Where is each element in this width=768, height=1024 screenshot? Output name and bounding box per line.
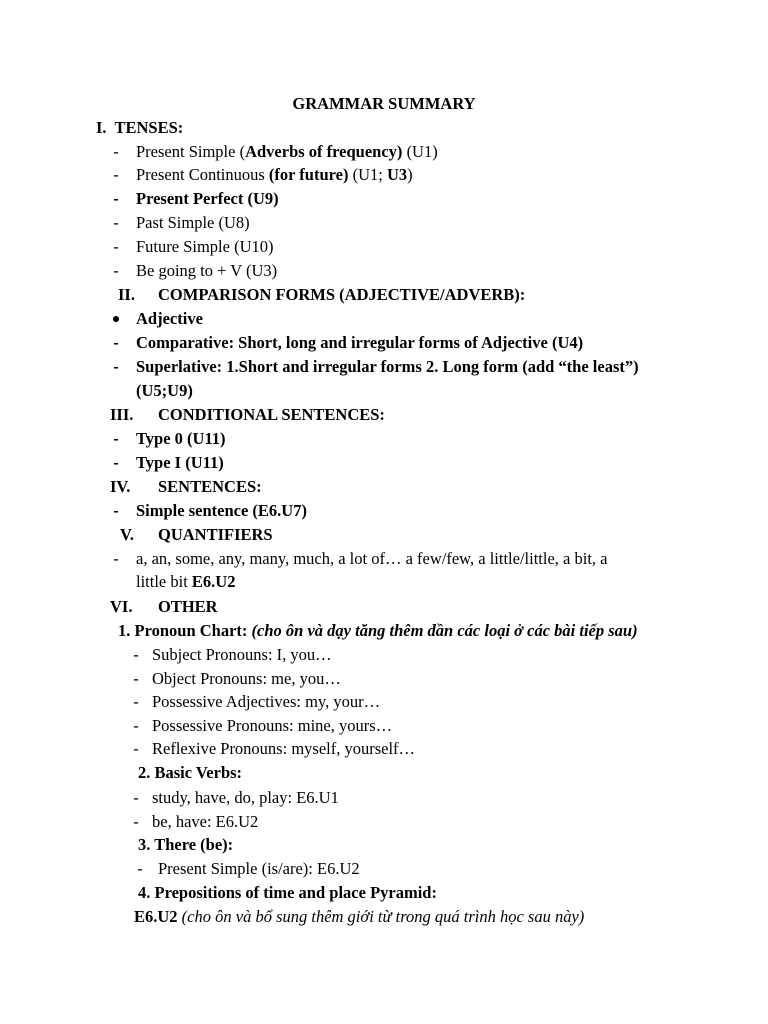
item-continuation bbox=[136, 570, 235, 594]
dash-marker: - bbox=[113, 261, 119, 280]
item-text: Type I (U11) bbox=[136, 453, 224, 472]
item-text: Simple sentence (E6.U7) bbox=[136, 501, 307, 520]
section-1-heading bbox=[96, 116, 183, 140]
dash-marker: - bbox=[133, 669, 139, 688]
item-ref: (U1; bbox=[348, 165, 387, 184]
dash-marker: - bbox=[113, 549, 119, 568]
section-title: TENSES: bbox=[114, 118, 184, 137]
item-text: Subject Pronouns: I, you… bbox=[152, 645, 332, 664]
bullet-icon bbox=[113, 316, 119, 322]
item-text: a, an, some, any, many, much, a lot of… a few/few, a little/little, a bit, a bbox=[136, 549, 608, 568]
dash-marker: - bbox=[113, 165, 119, 184]
item-text: Possessive Pronouns: mine, yours… bbox=[152, 716, 393, 735]
item-text: Superlative: 1.Short and irregular forms 2. Long form (add “the least”) bbox=[136, 357, 639, 376]
section-title: SENTENCES: bbox=[158, 477, 262, 496]
subsection-prepositions-note bbox=[134, 905, 584, 929]
item-text: Object Pronouns: me, you… bbox=[152, 669, 341, 688]
section-title: OTHER bbox=[158, 597, 218, 616]
item-text: be, have: E6.U2 bbox=[152, 812, 259, 831]
item-text: Present Simple (is/are): E6.U2 bbox=[158, 859, 360, 878]
dash-marker: - bbox=[113, 333, 119, 352]
section-number: II. bbox=[118, 285, 135, 304]
dash-marker: - bbox=[113, 501, 119, 520]
dash-marker: - bbox=[113, 453, 119, 472]
dash-marker: - bbox=[133, 812, 139, 831]
subsection-note: (cho ôn và dạy tăng thêm dần các loại ở các bài tiếp sau) bbox=[247, 621, 638, 640]
item-ref-close: ) bbox=[407, 165, 413, 184]
subsection-there-be: 3. There (be): bbox=[138, 835, 234, 854]
subsection-basic-verbs: 2. Basic Verbs: bbox=[138, 763, 243, 782]
item-continuation: (U5;U9) bbox=[136, 381, 193, 400]
dash-marker: - bbox=[113, 237, 119, 256]
dash-marker: - bbox=[113, 142, 119, 161]
item-text: Present Continuous bbox=[136, 165, 269, 184]
dash-marker: - bbox=[133, 788, 139, 807]
dash-marker: - bbox=[133, 692, 139, 711]
item-text: Be going to + V (U3) bbox=[136, 261, 278, 280]
item-text: Future Simple (U10) bbox=[136, 237, 274, 256]
subsection-title: 1. Pronoun Chart: bbox=[118, 621, 248, 640]
item-note: (cho ôn và bổ sung thêm giới từ trong quá trình học sau này) bbox=[177, 907, 585, 926]
dash-marker: - bbox=[113, 429, 119, 448]
item-text: Present Simple ( bbox=[136, 142, 246, 161]
section-number: V. bbox=[120, 525, 134, 544]
section-title: CONDITIONAL SENTENCES: bbox=[158, 405, 385, 424]
dash-marker: - bbox=[133, 716, 139, 735]
item-ref: E6.U2 bbox=[134, 907, 178, 926]
item-text: Comparative: Short, long and irregular forms of Adjective (U4) bbox=[136, 333, 584, 352]
item-text: Past Simple (U8) bbox=[136, 213, 250, 232]
item-ref-bold: U3 bbox=[387, 165, 408, 184]
section-number: VI. bbox=[110, 597, 133, 616]
item-text: study, have, do, play: E6.U1 bbox=[152, 788, 339, 807]
section-title: QUANTIFIERS bbox=[158, 525, 273, 544]
dash-marker: - bbox=[113, 213, 119, 232]
item-ref: (U1) bbox=[402, 142, 438, 161]
dash-marker: - bbox=[133, 645, 139, 664]
item-text: Present Perfect (U9) bbox=[136, 189, 279, 208]
document-title: GRAMMAR SUMMARY bbox=[292, 94, 476, 113]
section-number: I. bbox=[96, 118, 107, 137]
item-bold: Adverbs of frequency) bbox=[245, 142, 403, 161]
dash-marker: - bbox=[113, 357, 119, 376]
section-number: III. bbox=[110, 405, 134, 424]
dash-marker: - bbox=[133, 739, 139, 758]
item-text: little bit bbox=[136, 572, 192, 591]
subsection-prepositions: 4. Prepositions of time and place Pyramid: bbox=[138, 883, 437, 902]
item-text: Possessive Adjectives: my, your… bbox=[152, 692, 381, 711]
item-text: Type 0 (U11) bbox=[136, 429, 226, 448]
item-bold: (for future) bbox=[268, 165, 349, 184]
item-ref: E6.U2 bbox=[191, 572, 236, 591]
subsection-pronoun-chart bbox=[118, 619, 638, 643]
item-text: Adjective bbox=[136, 309, 203, 328]
section-number: IV. bbox=[110, 477, 131, 496]
item-text: Reflexive Pronouns: myself, yourself… bbox=[152, 739, 416, 758]
dash-marker: - bbox=[137, 859, 143, 878]
section-title: COMPARISON FORMS (ADJECTIVE/ADVERB): bbox=[158, 285, 526, 304]
dash-marker: - bbox=[113, 189, 119, 208]
